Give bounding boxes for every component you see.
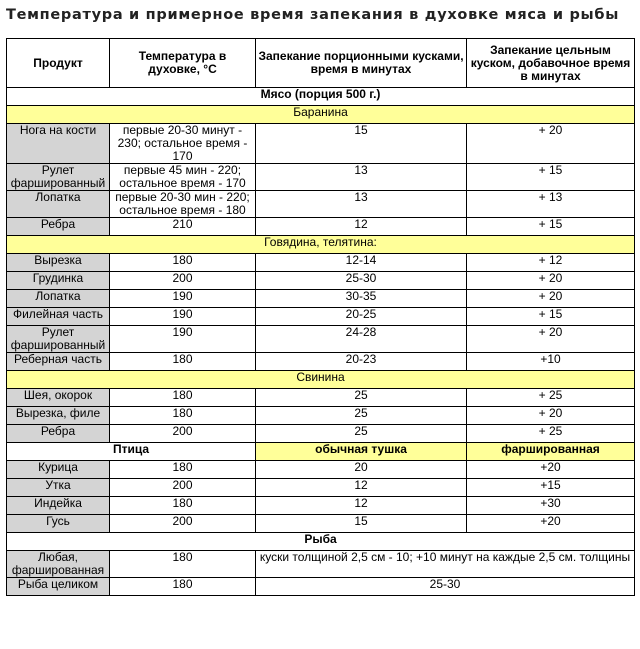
table-row [7, 425, 635, 443]
whole-time-cell: + 12 [467, 254, 635, 272]
product-cell: Вырезка [7, 254, 110, 272]
temperature-cell: 180 [110, 497, 256, 515]
section-meat [7, 88, 635, 106]
section-fish [7, 533, 635, 551]
whole-time-cell: + 20 [467, 290, 635, 308]
temperature-cell: 180 [110, 461, 256, 479]
whole-time-cell: + 25 [467, 389, 635, 407]
whole-time-cell: + 25 [467, 425, 635, 443]
table-row [7, 479, 635, 497]
portion-time-cell: 15 [256, 515, 467, 533]
temperature-cell: 190 [110, 290, 256, 308]
table-row [7, 515, 635, 533]
table-row [7, 254, 635, 272]
section-title: Рыба [7, 533, 635, 551]
table-row [7, 308, 635, 326]
time-cell: куски толщиной 2,5 см - 10; +10 минут на каждые 2,5 см. толщины [256, 551, 635, 578]
header-portion-time: Запекание порционными кусками, время в минутах [256, 39, 467, 88]
whole-time-cell: + 20 [467, 326, 635, 353]
product-cell: Рулет фаршированный [7, 164, 110, 191]
product-cell: Ребра [7, 218, 110, 236]
portion-time-cell: 12 [256, 218, 467, 236]
portion-time-cell: 20-25 [256, 308, 467, 326]
whole-time-cell: + 15 [467, 164, 635, 191]
temperature-cell: 190 [110, 308, 256, 326]
header-whole-time: Запекание цельным куском, добавочное время в минутах [467, 39, 635, 88]
table-row [7, 290, 635, 308]
product-cell: Лопатка [7, 191, 110, 218]
section-title: Мясо (порция 500 г.) [7, 88, 635, 106]
portion-time-cell: 24-28 [256, 326, 467, 353]
table-row [7, 191, 635, 218]
portion-time-cell: 25 [256, 425, 467, 443]
header-row [7, 39, 635, 88]
product-cell: Лопатка [7, 290, 110, 308]
temperature-cell: 180 [110, 389, 256, 407]
product-cell: Ребра [7, 425, 110, 443]
portion-time-cell: 13 [256, 191, 467, 218]
portion-time-cell: 12 [256, 479, 467, 497]
product-cell: Рулет фаршированный [7, 326, 110, 353]
table-row [7, 578, 635, 596]
subsection-beef [7, 236, 635, 254]
section-title: Птица [7, 443, 256, 461]
product-cell: Реберная часть [7, 353, 110, 371]
temperature-cell: 200 [110, 515, 256, 533]
portion-time-cell: 25 [256, 407, 467, 425]
portion-time-cell: 30-35 [256, 290, 467, 308]
temperature-cell: первые 45 мин - 220; остальное время - 170 [110, 164, 256, 191]
temperature-cell: 180 [110, 407, 256, 425]
section-poultry [7, 443, 635, 461]
subsection-title: Баранина [7, 106, 635, 124]
product-cell: Утка [7, 479, 110, 497]
product-cell: Рыба целиком [7, 578, 110, 596]
portion-time-cell: 15 [256, 124, 467, 164]
whole-time-cell: +15 [467, 479, 635, 497]
portion-time-cell: 12-14 [256, 254, 467, 272]
portion-time-cell: 25 [256, 389, 467, 407]
product-cell: Индейка [7, 497, 110, 515]
portion-time-cell: 13 [256, 164, 467, 191]
column-stuffed: фаршированная [467, 443, 635, 461]
portion-time-cell: 25-30 [256, 272, 467, 290]
whole-time-cell: + 20 [467, 272, 635, 290]
page-title: Температура и примерное время запекания в духовке мяса и рыбы [6, 7, 620, 23]
product-cell: Шея, окорок [7, 389, 110, 407]
table-row [7, 272, 635, 290]
whole-time-cell: + 20 [467, 124, 635, 164]
whole-time-cell: +20 [467, 461, 635, 479]
temperature-cell: 200 [110, 479, 256, 497]
temperature-cell: первые 20-30 мин - 220; остальное время - 180 [110, 191, 256, 218]
table-row [7, 497, 635, 515]
temperature-cell: 200 [110, 425, 256, 443]
table-row [7, 353, 635, 371]
table-row [7, 551, 635, 578]
whole-time-cell: + 15 [467, 218, 635, 236]
header-product: Продукт [7, 39, 110, 88]
temperature-cell: 200 [110, 272, 256, 290]
header-temperature: Температура в духовке, °C [110, 39, 256, 88]
product-cell: Вырезка, филе [7, 407, 110, 425]
whole-time-cell: +30 [467, 497, 635, 515]
product-cell: Нога на кости [7, 124, 110, 164]
temperature-cell: 180 [110, 551, 256, 578]
product-cell: Грудинка [7, 272, 110, 290]
subsection-title: Свинина [7, 371, 635, 389]
table-row [7, 389, 635, 407]
table-body [7, 88, 635, 596]
whole-time-cell: + 20 [467, 407, 635, 425]
whole-time-cell: + 15 [467, 308, 635, 326]
whole-time-cell: + 13 [467, 191, 635, 218]
whole-time-cell: +10 [467, 353, 635, 371]
product-cell: Курица [7, 461, 110, 479]
temperature-cell: 180 [110, 353, 256, 371]
time-cell: 25-30 [256, 578, 635, 596]
product-cell: Филейная часть [7, 308, 110, 326]
temperature-cell: 210 [110, 218, 256, 236]
product-cell: Любая, фаршированная [7, 551, 110, 578]
table-row [7, 407, 635, 425]
temperature-cell: 180 [110, 578, 256, 596]
temperature-cell: 190 [110, 326, 256, 353]
temperature-cell: 180 [110, 254, 256, 272]
baking-table [6, 38, 635, 596]
portion-time-cell: 20 [256, 461, 467, 479]
whole-time-cell: +20 [467, 515, 635, 533]
table-row [7, 461, 635, 479]
subsection-title: Говядина, телятина: [7, 236, 635, 254]
product-cell: Гусь [7, 515, 110, 533]
column-normal-carcass: обычная тушка [256, 443, 467, 461]
table-row [7, 326, 635, 353]
portion-time-cell: 20-23 [256, 353, 467, 371]
table-row [7, 164, 635, 191]
table-row [7, 124, 635, 164]
portion-time-cell: 12 [256, 497, 467, 515]
subsection-lamb [7, 106, 635, 124]
subsection-pork [7, 371, 635, 389]
table-row [7, 218, 635, 236]
temperature-cell: первые 20-30 минут - 230; остальное время - 170 [110, 124, 256, 164]
